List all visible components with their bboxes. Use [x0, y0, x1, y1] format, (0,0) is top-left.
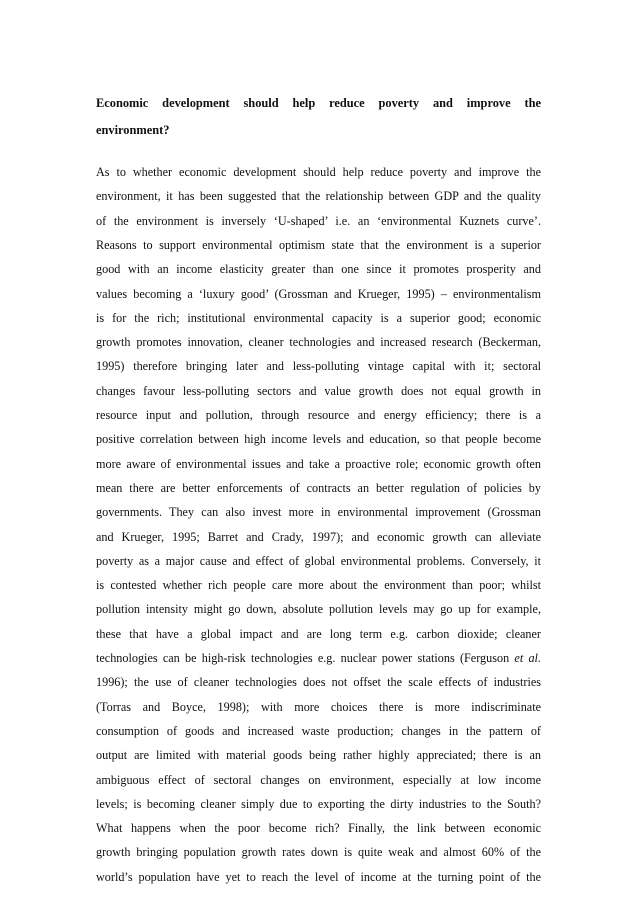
body-text-line: ambiguous effect of sectoral changes on environment, especially at low income [96, 772, 541, 787]
body-text-line: changes favour less-polluting sectors and value growth does not equal growth in [96, 383, 541, 398]
body-text-line: resource input and pollution, through resource and energy efficiency; there is a [96, 408, 541, 422]
body-text-line: poverty as a major cause and effect of global environmental problems. Conversely, it [96, 553, 541, 568]
body-text-line: consumption of goods and increased waste production; changes in the pattern of [96, 723, 541, 738]
body-text-line: 1995) therefore bringing later and less-polluting vintage capital with it; sectoral [96, 359, 541, 374]
body-text-line: more aware of environmental issues and take a proactive role; economic growth often [96, 456, 541, 471]
body-text-line: As to whether economic development should help reduce poverty and improve the [96, 165, 541, 179]
body-text-line: values becoming a ‘luxury good’ (Grossman and Krueger, 1995) – environmentalism [96, 286, 541, 301]
body-text-line: 1996); the use of cleaner technologies does not offset the scale effects of industries [96, 675, 541, 690]
body-text-line: positive correlation between high income levels and education, so that people become [96, 432, 541, 447]
essay-heading-line-1: Economic development should help reduce poverty and improve the [96, 96, 541, 110]
body-text-line: good with an income elasticity greater than one since it promotes prosperity and [96, 262, 541, 277]
body-text-line: output are limited with material goods being rather highly appreciated; there is an [96, 748, 541, 763]
body-text-line: mean there are better enforcements of contracts an better regulation of policies by [96, 480, 541, 495]
body-text-line: governments. They can also invest more in environmental improvement (Grossman [96, 505, 541, 520]
body-text-line: levels; is becoming cleaner simply due to exporting the dirty industries to the South? [96, 796, 541, 811]
body-text-line: Reasons to support environmental optimism state that the environment is a superior [96, 237, 541, 252]
body-text-line: environment, it has been suggested that the relationship between GDP and the quality [96, 189, 541, 204]
body-text-line: and Krueger, 1995; Barret and Crady, 1997); and economic growth can alleviate [96, 529, 541, 544]
body-text-line: technologies can be high-risk technologies e.g. nuclear power stations (Ferguson et al. [96, 651, 541, 665]
body-text-line: pollution intensity might go down, absolute pollution levels may go up for example, [96, 602, 541, 617]
body-text-line: of the environment is inversely ‘U-shaped’ i.e. an ‘environmental Kuznets curve’. [96, 213, 541, 228]
essay-heading-line-2: environment? [96, 123, 170, 137]
body-text-line: growth promotes innovation, cleaner technologies and increased research (Beckerman, [96, 335, 541, 350]
body-text-line: world’s population have yet to reach the level of income at the turning point of the [96, 869, 541, 884]
body-text-line: is for the rich; institutional environmental capacity is a superior good; economic [96, 310, 541, 325]
body-text-line: these that have a global impact and are long term e.g. carbon dioxide; cleaner [96, 626, 541, 641]
body-text-line: is contested whether rich people care more about the environment than poor; whilst [96, 578, 541, 593]
body-text-line: growth bringing population growth rates down is quite weak and almost 60% of the [96, 845, 541, 860]
body-text-line: What happens when the poor become rich? Finally, the link between economic [96, 821, 541, 836]
body-text-line: (Torras and Boyce, 1998); with more choices there is more indiscriminate [96, 699, 541, 714]
